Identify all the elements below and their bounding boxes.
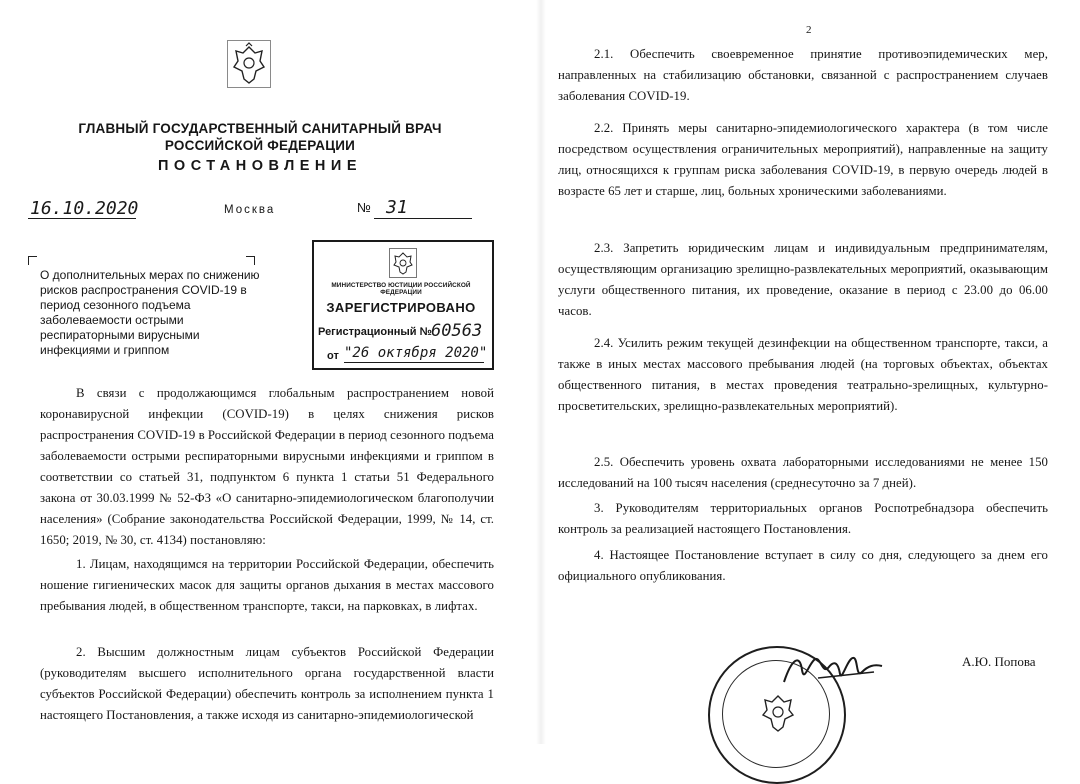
stamp-registration-number: 60563 bbox=[431, 321, 483, 341]
stamp-ministry-name: МИНИСТЕРСТВО ЮСТИЦИИ РОССИЙСКОЙ ФЕДЕРАЦИИ bbox=[331, 282, 471, 296]
resolution-number: 31 bbox=[386, 197, 408, 218]
authority-title-line2: РОССИЙСКОЙ ФЕДЕРАЦИИ bbox=[164, 138, 356, 153]
clause-3-paragraph: 3. Руководителям территориальных органов Роспотребнадзора обеспечить контроль за реализацией настоящего Постановления. bbox=[558, 501, 1048, 536]
stamp-registered-label: ЗАРЕГИСТРИРОВАНО bbox=[326, 300, 476, 315]
handwritten-signature bbox=[778, 648, 888, 694]
clause-2-3-paragraph: 2.3. Запретить юридическим лицам и индивидуальным предпринимателям, осуществляющим организацию зрелищно-развлекательных мероприятий, оказывающим услуги общественного питания, их проведение, оказание в период с 23.00 до 06.00 часов. bbox=[558, 241, 1048, 318]
resolution-subject: О дополнительных мерах по снижению рисков распространения COVID-19 в период сезонного подъема заболеваемости острыми респираторными вирусными инфекциями и гриппом bbox=[40, 268, 260, 357]
page-fold bbox=[536, 0, 546, 744]
seal-emblem-icon bbox=[758, 690, 798, 734]
authority-title-line1: ГЛАВНЫЙ ГОСУДАРСТВЕННЫЙ САНИТАРНЫЙ ВРАЧ bbox=[78, 121, 442, 136]
city-name: Москва bbox=[224, 204, 276, 216]
clause-2-1-paragraph: 2.1. Обеспечить своевременное принятие противоэпидемических мер, направленных на стабилизацию обстановки, связанной с распространением случаев заболевания COVID-19. bbox=[558, 47, 1048, 103]
clause-1-paragraph: 1. Лицам, находящимся на территории Российской Федерации, обеспечить ношение гигиенических масок для защиты органов дыхания в местах массового пребывания людей, в общественном транспорте, такси, на парковках, в лифтах. bbox=[40, 557, 494, 613]
clause-2-paragraph: 2. Высшим должностным лицам субъектов Российской Федерации (руководителям высшего исполнительного органа государственной власти субъектов Российской Федерации) обеспечить контроль за исполнением пункта 1 настоящего Постановления, а также исходя из санитарно-эпидемиологической bbox=[40, 645, 494, 722]
stamp-from-label: от bbox=[327, 350, 339, 362]
subject-bracket-right bbox=[246, 256, 255, 265]
preamble-paragraph: В связи с продолжающимся глобальным распространением новой коронавирусной инфекции (COVID-19) в целях снижения рисков распространения COVID-19 в Российской Федерации в период сезонного подъема заболеваемости острыми респираторными вирусными инфекциями и гриппом в соответствии со статьей 31, подпунктом 6 пункта 1 статьи 51 Федерального закона от 30.03.1999 № 52-ФЗ «О санитарно-эпидемиологическом благополучии населения» (Собрание законодательства Российской Федерации, 1999, № 14, ст. 1650; 2019, № 30, ст. 4134) постановляю: bbox=[40, 386, 494, 547]
stamp-registration-date: "26 октября 2020" bbox=[344, 345, 488, 361]
clause-2-4-paragraph: 2.4. Усилить режим текущей дезинфекции на общественном транспорте, такси, а также в иных местах массового пребывания людей (на торговых объектах, объектах общественного питания, в местах проведения театрально-зрелищных, культурно-просветительских, зрелищно-развлекательных мероприятий). bbox=[558, 336, 1048, 413]
date-underline bbox=[28, 218, 136, 219]
resolution-date: 16.10.2020 bbox=[30, 198, 139, 219]
stamp-registration-label: Регистрационный № bbox=[318, 326, 432, 338]
page-number: 2 bbox=[806, 24, 812, 36]
stamp-coat-of-arms-icon bbox=[389, 248, 417, 278]
clause-2-2-paragraph: 2.2. Принять меры санитарно-эпидемиологического характера (в том числе посредством осуществления ограничительных мероприятий), направленные на защиту лиц, относящихся к группам риска заболевания COVID-19, в первую очередь людей в возрасте 65 лет и старше, лиц, больных хроническими заболеваниями. bbox=[558, 121, 1048, 198]
clause-2-5-paragraph: 2.5. Обеспечить уровень охвата лабораторными исследованиями не менее 150 исследований на 100 тысяч населения (среднесуточно за 7 дней). bbox=[558, 455, 1048, 490]
number-sign: № bbox=[357, 200, 371, 215]
document-type-heading: ПОСТАНОВЛЕНИЕ bbox=[158, 158, 362, 174]
signer-name: А.Ю. Попова bbox=[962, 654, 1036, 669]
clause-4-paragraph: 4. Настоящее Постановление вступает в силу со дня, следующего за днем его официального опубликования. bbox=[558, 548, 1048, 583]
subject-bracket-left bbox=[28, 256, 37, 265]
coat-of-arms-icon bbox=[227, 40, 271, 88]
stamp-date-underline bbox=[344, 362, 484, 363]
number-underline bbox=[374, 218, 472, 219]
